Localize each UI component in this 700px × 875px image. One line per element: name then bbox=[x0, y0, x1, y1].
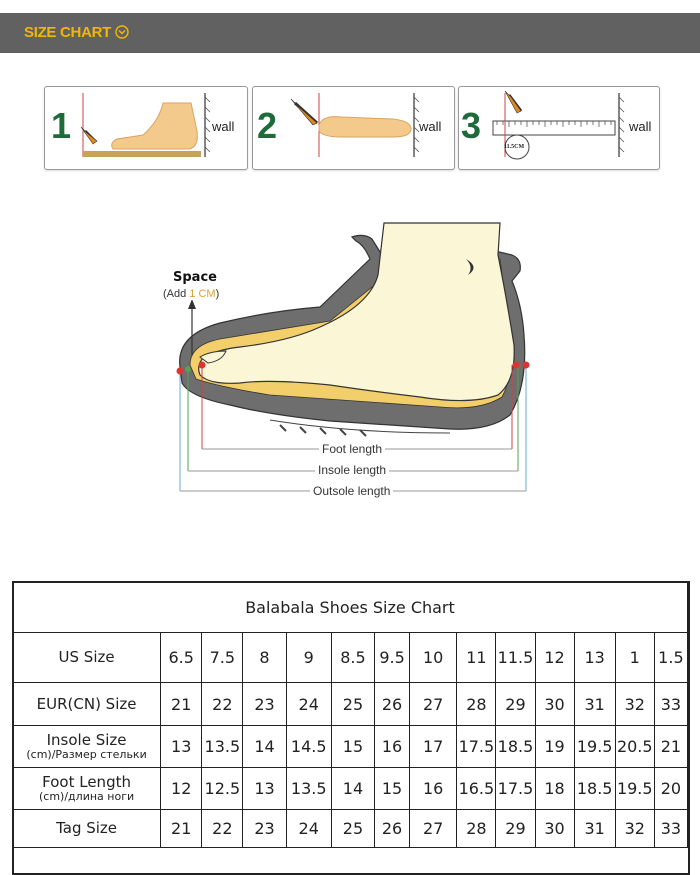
space-note bbox=[160, 288, 222, 300]
row-label: Insole Size (cm)/Размер стельки bbox=[13, 726, 161, 768]
table-cell: 32 bbox=[615, 810, 654, 848]
foot-side-illustration bbox=[73, 91, 213, 165]
table-cell: 13.5 bbox=[202, 726, 243, 768]
space-note-suffix: ) bbox=[215, 288, 220, 300]
shoe-cross-section-diagram bbox=[150, 215, 550, 500]
table-cell: 17 bbox=[410, 726, 457, 768]
header-bar bbox=[0, 13, 700, 53]
table-cell: 31 bbox=[574, 683, 615, 726]
table-cell: 11.5 bbox=[496, 633, 535, 683]
table-cell: 14 bbox=[243, 726, 286, 768]
table-cell: 17.5 bbox=[496, 768, 535, 810]
table-cell: 33 bbox=[654, 683, 687, 726]
row-label: EUR(CN) Size bbox=[13, 683, 161, 726]
table-cell: 27 bbox=[410, 683, 457, 726]
table-cell: 21 bbox=[161, 810, 202, 848]
table-cell: 18.5 bbox=[496, 726, 535, 768]
table-cell: 22 bbox=[202, 683, 243, 726]
table-cell: 25 bbox=[331, 683, 374, 726]
table-cell: 21 bbox=[161, 683, 202, 726]
step-3-panel bbox=[458, 86, 660, 170]
table-cell: 13 bbox=[161, 726, 202, 768]
ruler-badge: 11.5CM bbox=[504, 144, 525, 150]
table-cell: 7.5 bbox=[202, 633, 243, 683]
table-cell: 21 bbox=[654, 726, 687, 768]
chevron-down-circle-icon bbox=[114, 24, 130, 40]
table-title: Balabala Shoes Size Chart bbox=[13, 582, 688, 633]
table-cell: 8.5 bbox=[331, 633, 374, 683]
table-cell: 25 bbox=[331, 810, 374, 848]
wall-label: wall bbox=[419, 119, 442, 134]
foot-length-label: Foot length bbox=[319, 442, 385, 456]
space-title: Space bbox=[170, 270, 220, 285]
ruler-illustration bbox=[485, 91, 625, 165]
table-cell: 30 bbox=[535, 810, 574, 848]
table-cell: 20.5 bbox=[615, 726, 654, 768]
table-cell: 24 bbox=[286, 810, 331, 848]
table-cell: 30 bbox=[535, 683, 574, 726]
table-cell: 19.5 bbox=[574, 726, 615, 768]
wall-label: wall bbox=[629, 119, 652, 134]
table-cell: 26 bbox=[375, 683, 410, 726]
table-cell: 12.5 bbox=[202, 768, 243, 810]
space-note-value: 1 CM bbox=[189, 288, 216, 300]
table-cell: 14.5 bbox=[286, 726, 331, 768]
table-cell: 12 bbox=[161, 768, 202, 810]
step-1-number: 1 bbox=[51, 105, 72, 146]
table-cell: 23 bbox=[243, 810, 286, 848]
table-cell: 33 bbox=[654, 810, 687, 848]
table-cell: 20 bbox=[654, 768, 687, 810]
step-1-panel bbox=[44, 86, 248, 170]
table-cell: 23 bbox=[243, 683, 286, 726]
table-cell: 6.5 bbox=[161, 633, 202, 683]
header-title: SIZE CHART bbox=[24, 24, 112, 41]
table-cell: 29 bbox=[496, 810, 535, 848]
table-cell: 9 bbox=[286, 633, 331, 683]
table-cell: 11 bbox=[457, 633, 496, 683]
step-2-number: 2 bbox=[257, 105, 278, 146]
wall-label: wall bbox=[212, 119, 235, 134]
table-cell: 18 bbox=[535, 768, 574, 810]
table-cell: 19.5 bbox=[615, 768, 654, 810]
row-label: US Size bbox=[13, 633, 161, 683]
table-cell: 22 bbox=[202, 810, 243, 848]
table-cell: 1 bbox=[615, 633, 654, 683]
foot-top-illustration bbox=[281, 91, 421, 165]
row-label: Foot Length (cm)/длина ноги bbox=[13, 768, 161, 810]
table-cell: 31 bbox=[574, 810, 615, 848]
insole-length-label: Insole length bbox=[315, 463, 389, 477]
table-cell: 28 bbox=[457, 810, 496, 848]
table-cell: 15 bbox=[331, 726, 374, 768]
table-cell: 28 bbox=[457, 683, 496, 726]
table-cell: 12 bbox=[535, 633, 574, 683]
table-cell: 14 bbox=[331, 768, 374, 810]
table-cell: 16 bbox=[375, 726, 410, 768]
space-note-prefix: (Add bbox=[163, 288, 190, 300]
table-outer-frame bbox=[12, 581, 690, 875]
table-cell: 26 bbox=[375, 810, 410, 848]
table-cell: 27 bbox=[410, 810, 457, 848]
table-cell: 13 bbox=[574, 633, 615, 683]
table-cell: 16 bbox=[410, 768, 457, 810]
table-cell: 24 bbox=[286, 683, 331, 726]
row-label: Tag Size bbox=[13, 810, 161, 848]
table-cell: 17.5 bbox=[457, 726, 496, 768]
step-2-panel bbox=[252, 86, 455, 170]
table-cell: 16.5 bbox=[457, 768, 496, 810]
table-cell: 18.5 bbox=[574, 768, 615, 810]
outsole-length-label: Outsole length bbox=[310, 484, 393, 498]
table-cell: 9.5 bbox=[375, 633, 410, 683]
table-cell: 1.5 bbox=[654, 633, 687, 683]
table-cell: 8 bbox=[243, 633, 286, 683]
table-cell: 32 bbox=[615, 683, 654, 726]
table-cell: 13.5 bbox=[286, 768, 331, 810]
table-cell: 13 bbox=[243, 768, 286, 810]
table-cell: 15 bbox=[375, 768, 410, 810]
table-cell: 10 bbox=[410, 633, 457, 683]
step-3-number: 3 bbox=[461, 105, 482, 146]
table-cell: 29 bbox=[496, 683, 535, 726]
table-cell: 19 bbox=[535, 726, 574, 768]
